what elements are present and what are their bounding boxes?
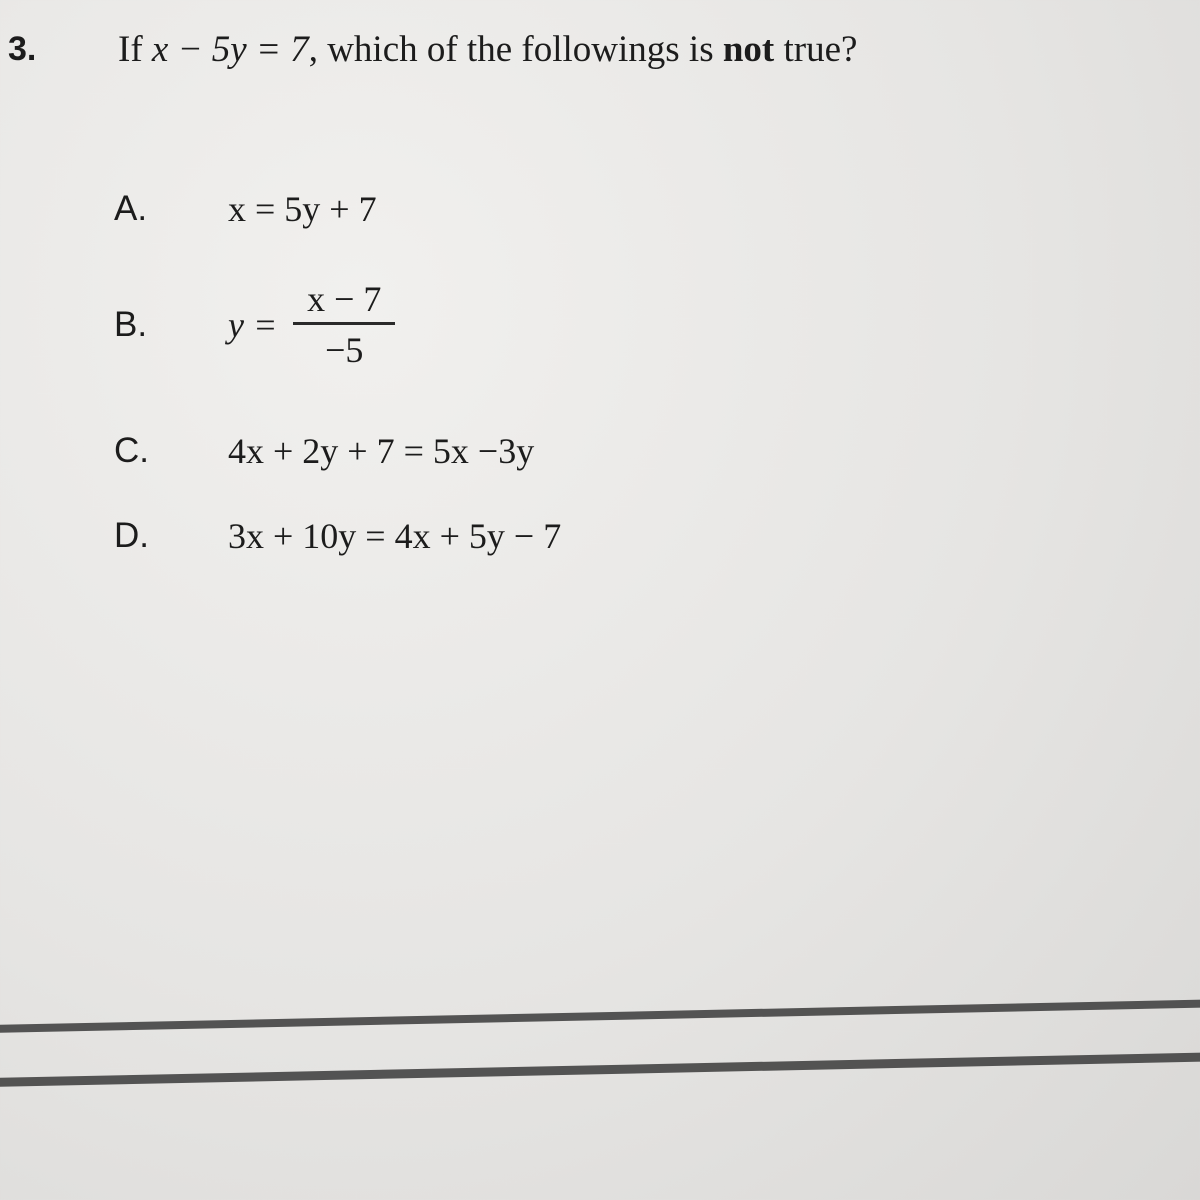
question-emphasis: not	[722, 29, 775, 70]
choice-b-lhs: y =	[228, 304, 278, 345]
fraction-numerator: x − 7	[307, 279, 382, 319]
question-prefix: If	[118, 29, 152, 70]
choice-a-expression: x = 5y + 7	[228, 189, 377, 229]
choice-c-expression: 4x + 2y + 7 = 5x −3y	[228, 431, 535, 471]
question-condition: x − 5y = 7	[151, 29, 309, 70]
question-middle: , which of the followings is	[308, 29, 723, 70]
choice-c-letter: C.	[114, 431, 149, 470]
fraction-denominator: −5	[325, 330, 364, 370]
divider-line-top	[0, 999, 1200, 1033]
choice-a[interactable]	[114, 188, 377, 230]
choice-a-letter: A.	[114, 189, 148, 228]
choice-b[interactable]	[114, 278, 395, 371]
fraction	[293, 278, 395, 371]
question-suffix: true?	[774, 29, 858, 70]
choice-d-expression: 3x + 10y = 4x + 5y − 7	[228, 516, 562, 556]
divider-line-bottom	[0, 1052, 1200, 1087]
choice-d-letter: D.	[114, 516, 149, 555]
choice-b-expression	[228, 278, 395, 371]
choice-b-letter: B.	[114, 304, 148, 344]
question-text	[118, 28, 857, 71]
question-number: 3.	[8, 30, 37, 68]
choice-d[interactable]	[114, 515, 561, 557]
choice-c[interactable]	[114, 430, 534, 472]
